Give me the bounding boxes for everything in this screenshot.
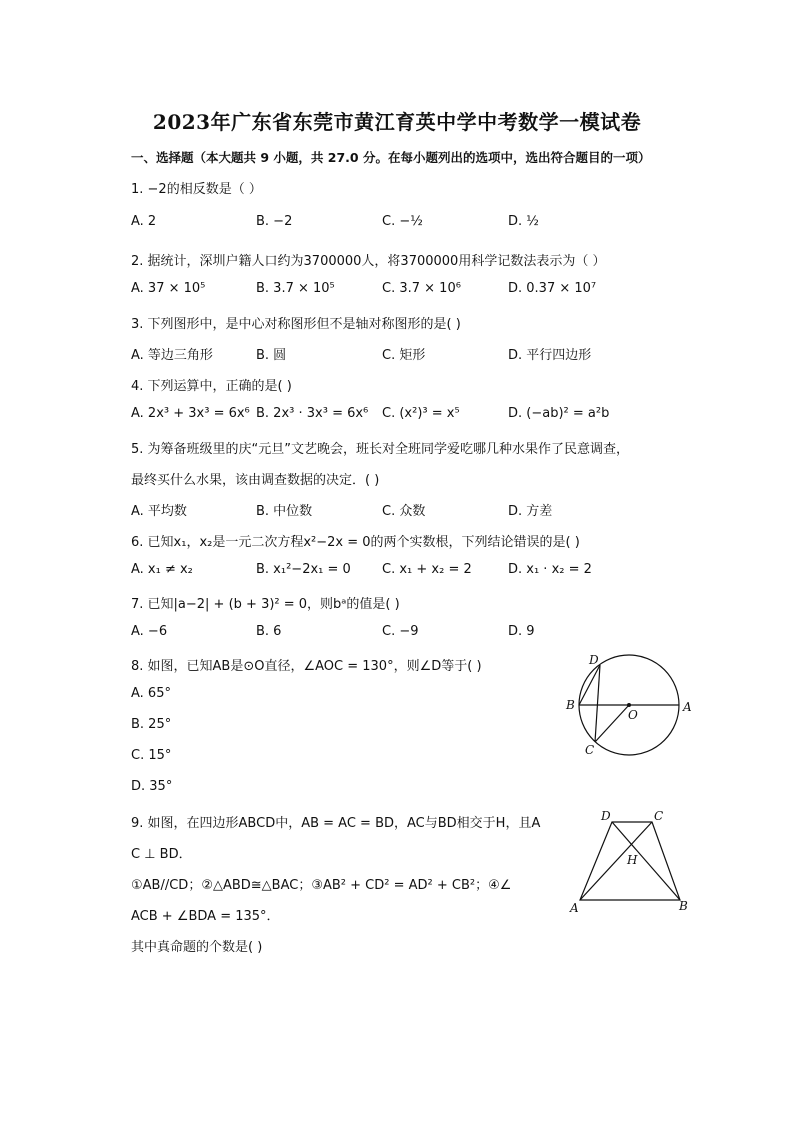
q4-option-c: C. (x²)³ = x⁵ <box>382 406 460 421</box>
question-8-stem: 8. 如图，已知AB是⊙O直径，∠AOC = 130°，则∠D等于( ) <box>131 659 482 674</box>
diagonal-bd <box>612 822 680 900</box>
question-9-stem-cont: C ⊥ BD． <box>131 847 192 862</box>
page-title: 2023年广东省东莞市黄江育英中学中考数学一模试卷 <box>152 110 642 134</box>
q8-option-a: A. 65° <box>131 686 171 701</box>
q8-option-c: C. 15° <box>131 748 172 763</box>
question-9-stem: 9. 如图，在四边形ABCD中，AB = AC = BD，AC与BD相交于H，且A <box>131 816 541 831</box>
q5-option-d: D. 方差 <box>508 504 553 519</box>
label-a9: A <box>570 901 579 915</box>
q3-option-d: D. 平行四边形 <box>508 348 592 363</box>
q6-option-c: C. x₁ + x₂ = 2 <box>382 562 472 577</box>
label-d: D <box>589 653 599 667</box>
q2-option-c: C. 3.7 × 10⁶ <box>382 281 461 296</box>
label-a: A <box>683 700 692 714</box>
q6-option-d: D. x₁ · x₂ = 2 <box>508 562 592 577</box>
label-c9: C <box>654 809 664 823</box>
question-5-stem: 5. 为筹备班级里的庆“元旦”文艺晚会，班长对全班同学爱吃哪几种水果作了民意调查， <box>131 442 630 457</box>
q3-option-b: B. 圆 <box>256 348 287 363</box>
q7-option-c: C. −9 <box>382 624 419 639</box>
chord-dc <box>595 665 600 742</box>
label-c: C <box>585 743 595 757</box>
diagonal-ac <box>580 822 652 900</box>
q7-option-d: D. 9 <box>508 624 535 639</box>
question-4-stem: 4. 下列运算中，正确的是( ) <box>131 379 292 394</box>
q4-option-d: D. (−ab)² = a²b <box>508 406 610 421</box>
label-b9: B <box>679 899 688 913</box>
q1-option-a: A. 2 <box>131 214 157 229</box>
radius-oc <box>595 705 629 742</box>
question-1-stem: 1. −2的相反数是（ ） <box>131 182 262 197</box>
section-heading: 一、选择题（本大题共 9 小题，共 27.0 分。在每小题列出的选项中，选出符合题目的一项） <box>131 150 651 165</box>
question-9-ask: 其中真命题的个数是( ) <box>131 940 263 955</box>
q4-option-b: B. 2x³ · 3x³ = 6x⁶ <box>256 406 369 421</box>
label-h: H <box>627 853 638 867</box>
q1-option-c: C. −½ <box>382 214 423 229</box>
figure-circle-diagram <box>560 648 700 760</box>
q3-option-a: A. 等边三角形 <box>131 348 213 363</box>
q5-option-a: A. 平均数 <box>131 504 187 519</box>
question-7-stem: 7. 已知|a−2| + (b + 3)² = 0，则bᵃ的值是( ) <box>131 597 400 612</box>
label-o: O <box>628 708 638 722</box>
q2-option-b: B. 3.7 × 10⁵ <box>256 281 335 296</box>
center-point <box>627 703 631 707</box>
q3-option-c: C. 矩形 <box>382 348 426 363</box>
q1-option-d: D. ½ <box>508 214 539 229</box>
q2-option-a: A. 37 × 10⁵ <box>131 281 206 296</box>
label-d9: D <box>601 809 611 823</box>
question-3-stem: 3. 下列图形中，是中心对称图形但不是轴对称图形的是( ) <box>131 317 461 332</box>
q4-option-a: A. 2x³ + 3x³ = 6x⁶ <box>131 406 250 421</box>
question-5-stem-cont: 最终买什么水果，该由调查数据的决定．( ) <box>131 473 380 488</box>
question-6-stem: 6. 已知x₁，x₂是一元二次方程x²−2x = 0的两个实数根，下列结论错误的是( ) <box>131 535 580 550</box>
q2-option-d: D. 0.37 × 10⁷ <box>508 281 597 296</box>
q7-option-a: A. −6 <box>131 624 168 639</box>
q7-option-b: B. 6 <box>256 624 282 639</box>
question-9-statements-cont: ACB + ∠BDA = 135°． <box>131 909 280 924</box>
label-b: B <box>566 698 575 712</box>
q5-option-c: C. 众数 <box>382 504 426 519</box>
q1-option-b: B. −2 <box>256 214 293 229</box>
q5-option-b: B. 中位数 <box>256 504 313 519</box>
q6-option-a: A. x₁ ≠ x₂ <box>131 562 193 577</box>
q6-option-b: B. x₁²−2x₁ = 0 <box>256 562 351 577</box>
question-9-statements: ①AB//CD；②△ABD≅△BAC；③AB² + CD² = AD² + CB²；④∠ <box>131 878 512 893</box>
chord-db <box>579 665 600 705</box>
question-2-stem: 2. 据统计，深圳户籍人口约为3700000人，将3700000用科学记数法表示为（ ） <box>131 254 606 269</box>
figure-quadrilateral-diagram <box>564 805 698 917</box>
q8-option-d: D. 35° <box>131 779 173 794</box>
q8-option-b: B. 25° <box>131 717 172 732</box>
